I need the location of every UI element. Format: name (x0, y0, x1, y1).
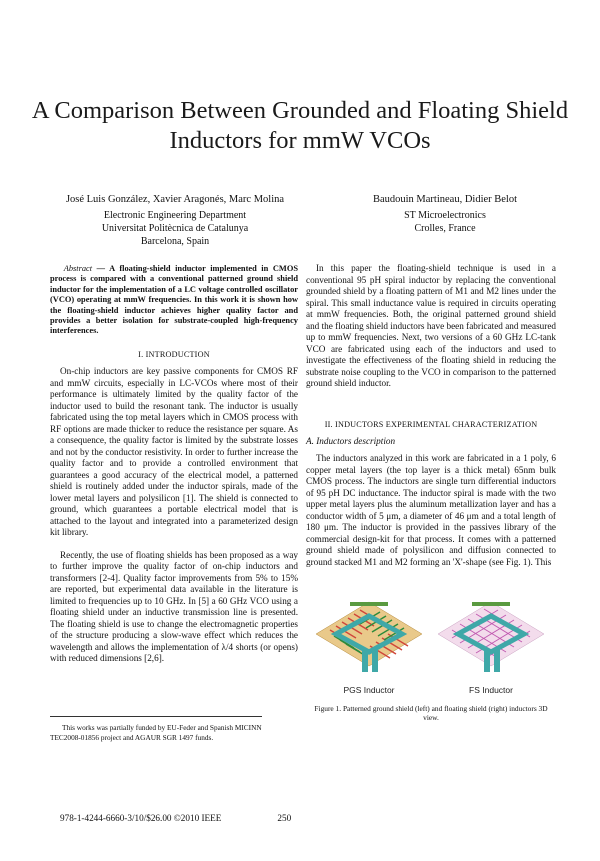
subsection-heading-a: A. Inductors description (306, 436, 396, 446)
footnote-divider (50, 716, 262, 717)
paper-title (30, 96, 570, 156)
footnote (50, 723, 295, 742)
pgs-inductor-illustration (310, 594, 428, 694)
page-number: 250 (277, 813, 292, 823)
title-line-1: A Comparison Between Grounded and Floating Shield (31, 97, 569, 124)
abstract-text: A floating-shield inductor implemented in CMOS process is compared with a conventional patterned ground shield inductor for the implementation of a LC voltage controlled oscillator (VCO) operating at mmW frequencies. In this work it is shown how the floating-shield inductor achieves higher quality factor and provides a better isolation for substrate-coupled high-frequency interferences. (50, 264, 298, 336)
authors-right (320, 193, 570, 235)
figure-fs-inductor (432, 594, 550, 694)
figure-label-pgs: PGS Inductor (343, 685, 395, 695)
authors-left (30, 193, 320, 248)
right-column-body (306, 453, 556, 568)
abstract-label: Abstract (63, 264, 93, 273)
introduction-body (50, 366, 298, 665)
intro-paragraph-2: Recently, the use of floating shields has been proposed as a way to further improve the quality factor of on-chip inductors and transformers [2-4]. Quality factor improvements from 5% to 15% are reported, but experimental data available in the literature is limited to frequencies up to 10 GHz. In [5] a 60 GHz VCO using a floating shield under an inductive transmission line is presented. The floating shield is use to change the electromagnetic properties of the structure producing a slow-wave effect which reduces the wavelength and allows the implementation of λ/4 shorts (or opens) with reduced dimensions [2,6]. (50, 549, 298, 663)
section-heading-characterization: II. INDUCTORS EXPERIMENTAL CHARACTERIZATION (324, 420, 538, 429)
author-city-right: Crolles, France (414, 223, 476, 234)
figure-label-fs: FS Inductor (469, 685, 513, 695)
section-heading-introduction: I. INTRODUCTION (138, 350, 210, 359)
title-line-2: Inductors for mmW VCOs (169, 127, 431, 154)
author-org: ST Microelectronics (404, 210, 486, 221)
author-city-left: Barcelona, Spain (140, 236, 210, 247)
footnote-line-2: TEC2008-01856 project and AGAUR SGR 1497 funds. (50, 732, 214, 742)
author-names-right: Baudouin Martineau, Didier Belot (372, 194, 518, 205)
abstract (50, 264, 298, 337)
figure-pgs-inductor (310, 594, 428, 694)
right-paragraph-1: In this paper the floating-shield technique is used in a conventional 95 pH spiral inductor by replacing the conventional grounded shield by a floating pattern of M1 and M2 lines under the spiral. This small inductance value is required in circuits operating at mmW frequencies. Both, the original patterned ground shield and the floating shield inductors have been fabricated and measured up to mmW frequencies. Next, two versions of a 60 GHz LC-tank VCO are fabricated using each of the inductors and used to investigate the effectiveness of the floating shield in reducing the substrate noise coupling to the VCO in comparison to the patterned ground shield inductor. (306, 263, 556, 388)
intro-paragraph-1: On-chip inductors are key passive components for CMOS RF and mmW circuits, especially in LC-VCOs where most of their performance is ultimately limited by the quality factor of the inductor used to build the resonant tank. The inductor is usually fabricated using the top metal layers which in CMOS process with RF options are made thicker to reduce the resistance per square. As a consequence, the quality factor is limited by the substrate losses and not by the conductor resistivity. In order to further increase the quality factor and to provide a controlled environment that guarantees a good accuracy of the electrical model, a patterned shield is routinely added under the inductor spirals, made of the lower metal layers and polysilicon [1]. The shield is connected to ground, which guarantees a portable electrical model that is attached to the layout and integrated into a parameterized design kit library. (50, 366, 298, 537)
figure-caption: Figure 1. Patterned ground shield (left) and floating shield (right) inductors 3D view. (314, 704, 548, 722)
footer-isbn: 978-1-4244-6660-3/10/$26.00 ©2010 IEEE (60, 813, 222, 823)
fs-inductor-illustration (432, 594, 550, 694)
author-university: Universitat Politècnica de Catalunya (101, 223, 249, 234)
author-dept: Electronic Engineering Department (103, 210, 247, 221)
right-paragraph-2: The inductors analyzed in this work are fabricated in a 1 poly, 6 copper metal layers (the top layer is a thick metal) 65nm bulk CMOS process. The inductors are single turn differential inductors of 95 pH DC inductance. The inductor spiral is made with the two upper metal layers plus the aluminum metallization layer and has a conductor width of 5 μm, a diameter of 46 μm and a total length of 180 μm. The inductor is provided in the passives library of the commercial design-kit for that process. It comes with a patterned ground shield made of polysilicon and diffusion connected to ground stacked M1 and M2 forming an 'X'-shape (see Fig. 1). This (306, 453, 556, 567)
page-footer (60, 813, 360, 823)
abstract-dash: — (92, 264, 110, 273)
right-column-intro (306, 263, 556, 390)
author-names-left: José Luis González, Xavier Aragonés, Marc Molina (65, 194, 285, 205)
footnote-line-1: This works was partially funded by EU-Feder and Spanish MICINN (62, 723, 262, 732)
